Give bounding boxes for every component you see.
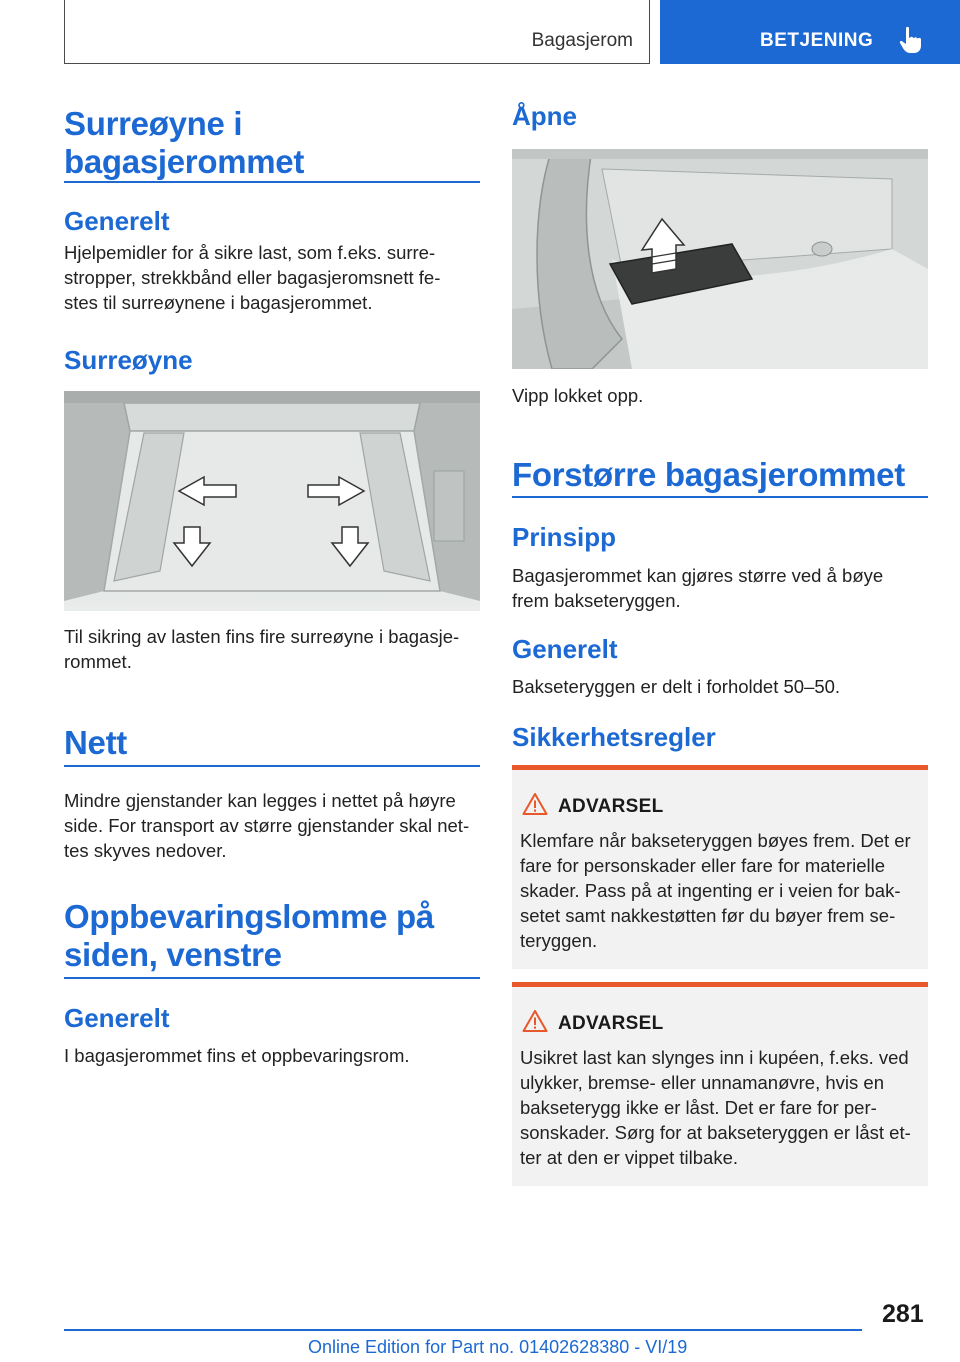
paragraph-generelt-2: I bagasjerommet fins et oppbevaringsrom.: [64, 1045, 410, 1066]
header-chapter-tab[interactable]: [660, 0, 960, 64]
text-line: rommet.: [64, 651, 132, 672]
heading-oppbevaringslomme: [64, 898, 434, 974]
text-line: fare for personskader eller fare for materielle: [520, 855, 886, 876]
paragraph-prinsipp: [512, 563, 928, 613]
text-line: stropper, strekkbånd eller bagasjeromsnett fe-: [64, 267, 441, 288]
heading-generelt: Generelt: [64, 206, 170, 236]
footer-rule: [64, 1329, 862, 1331]
paragraph-nett: [64, 788, 480, 863]
text-line: setet samt nakkestøtten før du bøyer frem se-: [520, 905, 896, 926]
heading-line: bagasjerommet: [64, 143, 305, 180]
storage-lid-illustration: [512, 149, 928, 369]
warning-text: [520, 828, 924, 953]
text-line: Bagasjerommet kan gjøres større ved å bøye: [512, 565, 884, 586]
warning-box-1: [512, 765, 928, 969]
heading-generelt-right: Generelt: [512, 634, 618, 664]
warning-triangle-icon: [522, 792, 548, 816]
heading-forstorre-bagasjerommet: Forstørre bagasjerommet: [512, 456, 905, 493]
text-line: ulykker, bremse- eller unnamanøvre, hvis en: [520, 1072, 884, 1093]
heading-rule: [64, 977, 480, 979]
text-line: Til sikring av lasten fins fire surreøyne i bagasje-: [64, 626, 460, 647]
heading-sikkerhetsregler: Sikkerhetsregler: [512, 722, 716, 752]
header-section-title: Bagasjerom: [531, 30, 633, 51]
warning-box-2: [512, 982, 928, 1186]
caption-apne: Vipp lokket opp.: [512, 385, 644, 406]
text-line: side. For transport av større gjenstander skal net-: [64, 815, 470, 836]
text-line: skader. Pass på at ingenting er i veien for bak-: [520, 880, 901, 901]
trunk-lashing-eyes-photo: [64, 391, 480, 611]
paragraph-generelt-right: Bakseteryggen er delt i forholdet 50–50.: [512, 676, 841, 697]
hand-pointer-icon: [898, 26, 924, 54]
text-line: Hjelpemidler for å sikre last, som f.eks. surre-: [64, 242, 436, 263]
heading-surreoyne: Surreøyne: [64, 345, 193, 375]
heading-surreoyne-i-bagasjerommet: [64, 105, 304, 181]
heading-nett: Nett: [64, 724, 127, 761]
text-line: ter at den er vippet tilbake.: [520, 1147, 739, 1168]
text-line: stes til surreøynene i bagasjerommet.: [64, 292, 373, 313]
text-line: teryggen.: [520, 930, 598, 951]
text-line: Klemfare når bakseteryggen bøyes frem. Det er: [520, 830, 911, 851]
caption-surreoyne: [64, 624, 480, 674]
warning-triangle-icon: [522, 1009, 548, 1033]
text-line: bakseterygg ikke er låst. Det er fare for per-: [520, 1097, 877, 1118]
heading-line: Surreøyne i: [64, 105, 243, 142]
text-line: sonskader. Sørg for at bakseteryggen er låst et-: [520, 1122, 911, 1143]
heading-prinsipp: Prinsipp: [512, 522, 617, 552]
trunk-illustration: [64, 391, 480, 611]
heading-rule: [64, 765, 480, 767]
heading-line: Oppbevaringslomme på: [64, 898, 434, 935]
heading-rule: [512, 496, 928, 498]
header-chapter-title: BETJENING: [760, 30, 874, 51]
text-line: frem bakseteryggen.: [512, 590, 681, 611]
header-section-box: [64, 0, 650, 64]
text-line: Mindre gjenstander kan legges i nettet på høyre: [64, 790, 456, 811]
warning-title: ADVARSEL: [558, 1013, 664, 1034]
storage-lid-photo: [512, 149, 928, 369]
warning-text: [520, 1045, 924, 1170]
heading-apne: Åpne: [512, 101, 577, 131]
heading-rule: [64, 181, 480, 183]
warning-title: ADVARSEL: [558, 796, 664, 817]
text-line: Usikret last kan slynges inn i kupéen, f.eks. ved: [520, 1047, 909, 1068]
paragraph-generelt: [64, 240, 480, 315]
text-line: tes skyves nedover.: [64, 840, 227, 861]
heading-line: siden, venstre: [64, 936, 282, 973]
footer-edition-text: Online Edition for Part no. 01402628380 - VI/19: [308, 1337, 688, 1357]
page-number: 281: [882, 1300, 924, 1328]
heading-generelt-2: Generelt: [64, 1003, 170, 1033]
